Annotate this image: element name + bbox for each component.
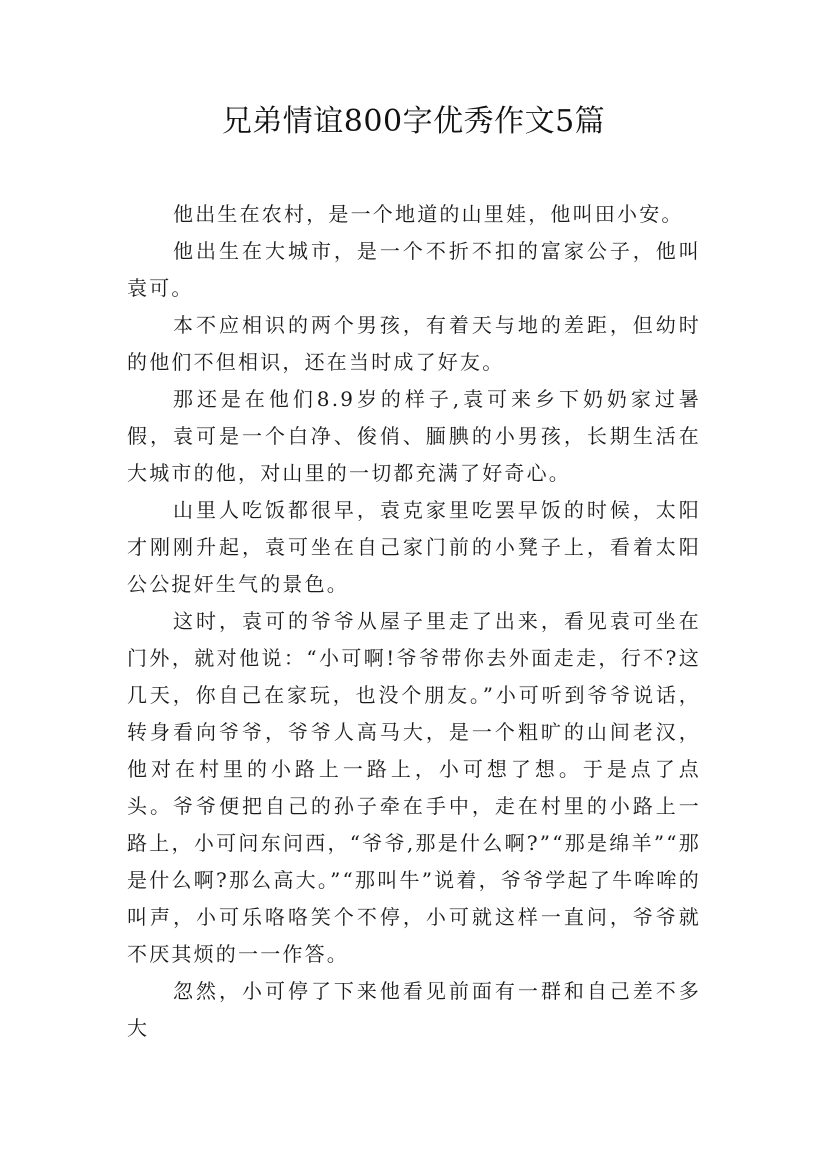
paragraph: 山里人吃饭都很早，袁克家里吃罢早饭的时候，太阳才刚刚升起，袁可坐在自己家门前的小凳子上，看着太阳公公捉奸生气的景色。 <box>127 498 701 596</box>
paragraph: 本不应相识的两个男孩，有着天与地的差距，但幼时的他们不但相识，还在当时成了好友。 <box>127 313 701 374</box>
document-body <box>127 196 701 1047</box>
paragraph: 那还是在他们8.9岁的样子,袁可来乡下奶奶家过暑假，袁可是一个白净、俊俏、腼腆的小男孩，长期生活在大城市的他，对山里的一切都充满了好奇心。 <box>127 387 701 485</box>
paragraph: 忽然，小可停了下来他看见前面有一群和自己差不多大 <box>127 979 701 1040</box>
document-title: 兄弟情谊800字优秀作文5篇 <box>221 104 606 139</box>
paragraph: 他出生在农村，是一个地道的山里娃，他叫田小安。 <box>173 202 684 226</box>
paragraph: 这时，袁可的爷爷从屋子里走了出来，看见袁可坐在门外，就对他说：“小可啊!爷爷带你去外面走走，行不?这几天，你自己在家玩，也没个朋友。”小可听到爷爷说话，转身看向爷爷，爷爷人高马大，是一个粗旷的山间老汉，他对在村里的小路上一路上，小可想了想。于是点了点头。爷爷便把自己的孙子牵在手中，走在村里的小路上一路上，小可问东问西，“爷爷,那是什么啊?”“那是绵羊”“那是什么啊?那么高大。”“那叫牛”说着，爷爷学起了牛哞哞的叫声，小可乐咯咯笑个不停，小可就这样一直问，爷爷就不厌其烦的一一作答。 <box>127 609 701 966</box>
paragraph: 他出生在大城市，是一个不折不扣的富家公子，他叫袁可。 <box>127 239 701 300</box>
